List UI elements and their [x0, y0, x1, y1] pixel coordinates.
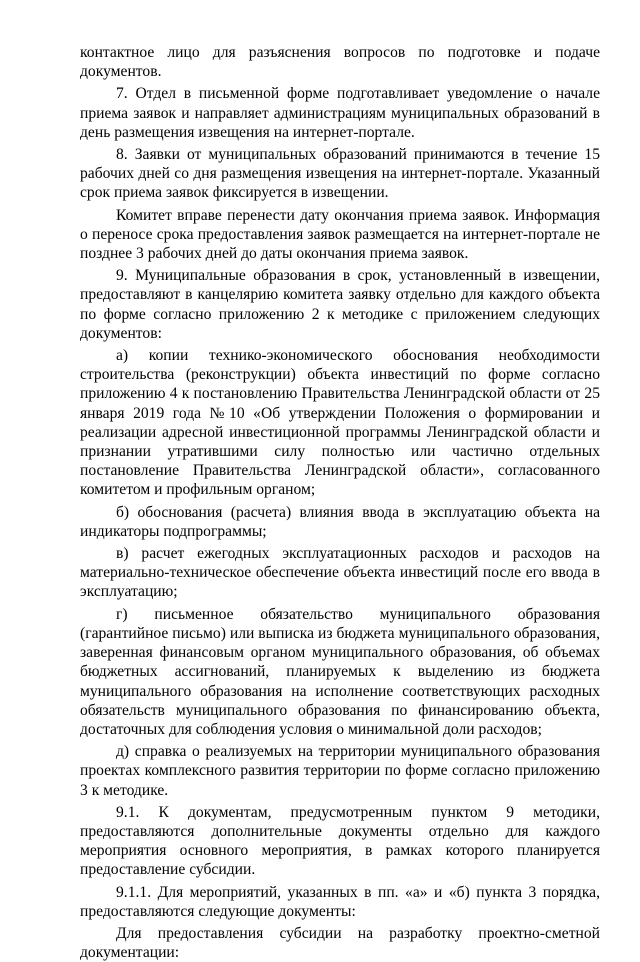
paragraph-subitem-a: а) копии технико-экономического обоснования необходимости строительства (реконструкции) объекта инвестиций по форме согласно приложению 4 к постановлению Правительства Ленинградской области от 25 января 2019 года №10 «Об утверждении Положения о формировании и реализации адресной инвестиционной программы Ленинградской области и признании утратившими силу полностью или частично отдельных постановление Правительства Ленинградской области», согласованного комитетом и профильным органом;: [80, 347, 600, 499]
paragraph-subitem-d: д) справка о реализуемых на территории муниципального образования проектах комплексного развития территории по форме согласно приложению 3 к методике.: [80, 743, 600, 799]
paragraph-item-7: 7. Отдел в письменной форме подготавливает уведомление о начале приема заявок и направляет администрациям муниципальных образований в день размещения извещения на интернет-портале.: [80, 85, 600, 141]
paragraph-design-documentation: Для предоставления субсидии на разработку проектно-сметной документации:: [80, 924, 600, 962]
paragraph-item-9-1: 9.1. К документам, предусмотренным пунктом 9 методики, предоставляются дополнительные документы отдельно для каждого мероприятия основного мероприятия, в рамках которого планируется предоставление субсидии.: [80, 803, 600, 879]
paragraph-subitem-v: в) расчет ежегодных эксплуатационных расходов и расходов на материально-техническое обеспечение объекта инвестиций после его ввода в эксплуатацию;: [80, 545, 600, 601]
paragraph-contact-person: контактное лицо для разъяснения вопросов по подготовке и подаче документов.: [80, 44, 600, 81]
paragraph-item-9: 9. Муниципальные образования в срок, установленный в извещении, предоставляют в канцелярию комитета заявку отдельно для каждого объекта по форме согласно приложению 2 к методике с приложением следующих документов:: [80, 267, 600, 342]
paragraph-subitem-b: б) обоснования (расчета) влияния ввода в эксплуатацию объекта на индикаторы подпрограммы;: [80, 503, 600, 540]
paragraph-deadline-transfer: Комитет вправе перенести дату окончания приема заявок. Информация о переносе срока предоставления заявок размещается на интернет-портале не позднее 3 рабочих дней до даты окончания приема заявок.: [80, 206, 600, 263]
paragraph-item-8: 8. Заявки от муниципальных образований принимаются в течение 15 рабочих дней со дня размещения извещения на интернет-портале. Указанный срок приема заявок фиксируется в извещении.: [80, 146, 600, 202]
paragraph-item-9-1-1: 9.1.1. Для мероприятий, указанных в пп. «а» и «б) пункта 3 порядка, предоставляются следующие документы:: [80, 883, 600, 920]
paragraph-subitem-g: г) письменное обязательство муниципального образования (гарантийное письмо) или выписка из бюджета муниципального образования, заверенная финансовым органом муниципального образования, об объемах бюджетных ассигнований, планируемых к выделению из бюджета муниципального образования на исполнение соответствующих расходных обязательств муниципального образования по финансированию объекта, достаточных для соблюдения условия о минимальной доли расходов;: [80, 605, 600, 738]
